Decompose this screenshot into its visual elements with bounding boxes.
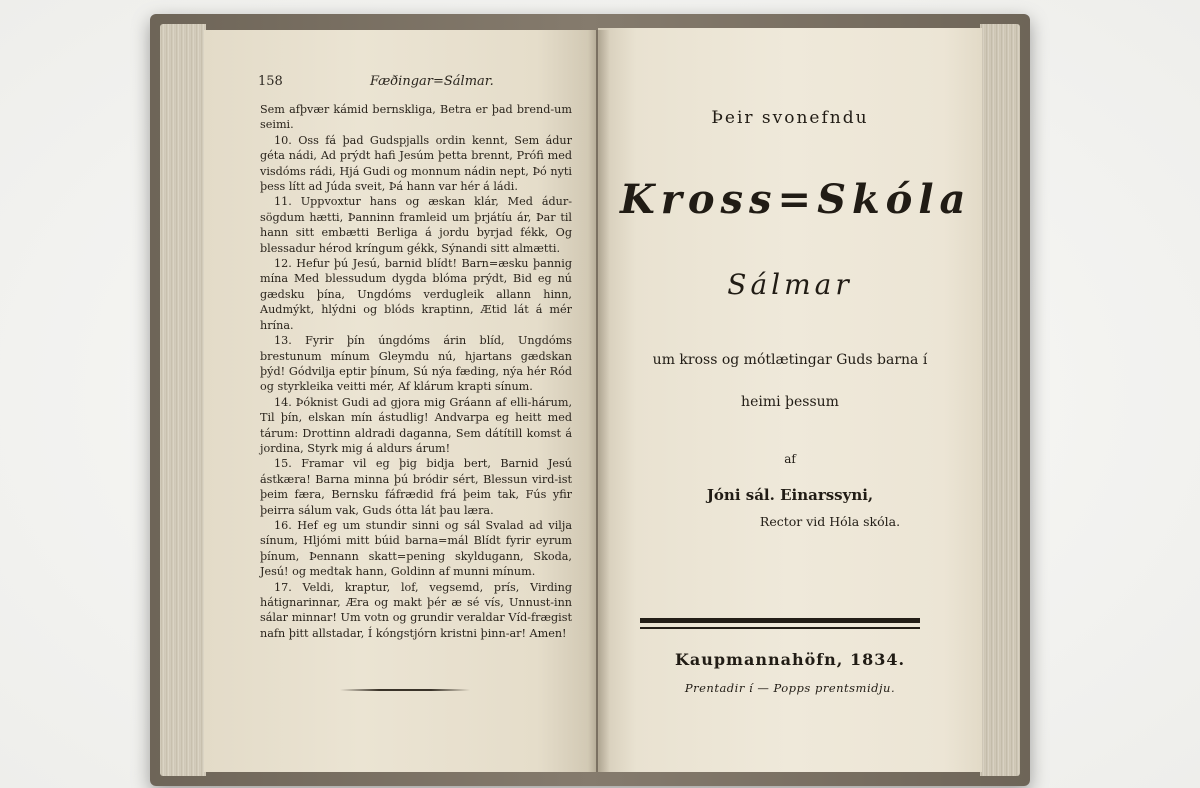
title-page-imprint: Kaupmannahöfn, 1834. bbox=[674, 650, 906, 669]
hymn-verse: 17. Veldi, kraptur, lof, vegsemd, prís, Virding hátignarinnar, Æra og makt þér æ sé vís, Unnust-inn sálar minnar! Um votn og grundir veraldar Víd-frægist nafn þitt allstadar, Í kóngstjórn kristni þinn-ar! Amen! bbox=[260, 580, 572, 640]
title-page-printer: Prentadir í — Popps prentsmidju. bbox=[684, 681, 896, 695]
title-page-author: Jóni sál. Einarssyni, bbox=[706, 486, 874, 504]
hymn-verse: 11. Uppvoxtur hans og æskan klár, Med ádur-sögdum hætti, Þanninn framleid um þrjátíu ár, Þar til hann sitt embætti Berliga á jordu byrjad fékk, Og blessadur hérod kríngum gékk, Sýnandi sitt almætti. bbox=[260, 195, 572, 255]
book-gutter bbox=[588, 30, 610, 772]
page-edges-right bbox=[980, 24, 1020, 776]
hymn-verse: 10. Oss fá þad Gudspjalls ordin kennt, Sem ádur géta nádi, Ad prýdt hafi Jesúm þetta brennt, Prófi med visdóms rádi, Hjá Gudi og monnum nádin nept, Þó nyti þess lítt ad Júda sveit, Þá hann var hér á ládi. bbox=[260, 133, 572, 194]
running-title: Fæðingar=Sálmar. bbox=[370, 74, 494, 89]
hymn-verse: Sem afþvær kámid bernskliga, Betra er þad brend-um seimi. bbox=[260, 103, 572, 132]
title-page-by: af bbox=[784, 452, 796, 466]
hymn-text-block bbox=[260, 102, 572, 641]
page-edges-left bbox=[160, 24, 206, 776]
title-page-rule-thick bbox=[640, 618, 920, 623]
page-number: 158 bbox=[258, 74, 283, 89]
hymn-verse: 15. Framar vil eg þig bidja bert, Barnid Jesú ástkæra! Barna minna þú bródir sért, Blessun vird-ist þeim færa, Bernsku fáfrædid frá þeim tak, Fús yfir þeirra sálum vak, Guds ótta lát þau læra. bbox=[260, 457, 572, 517]
end-rule bbox=[340, 689, 470, 691]
hymn-verse: 16. Hef eg um stundir sinni og sál Svalad ad vilja sínum, Hljómi mitt búid barna=mál Blídt fyrir eyrum þínum, Þennann skatt=pening skyldugann, Skoda, Jesú! og medtak hann, Goldinn af munni mínum. bbox=[260, 518, 572, 579]
title-page-intro: Þeir svonefndu bbox=[711, 108, 869, 128]
title-page-author-role: Rector vid Hóla skóla. bbox=[759, 514, 901, 529]
hymn-verse: 13. Fyrir þín úngdóms árin blíd, Ungdóms brestunum mínum Gleymdu nú, hjartans gædskan þýd! Gódvilja eptir þínum, Sú nýa fæding, nýa hér Ród og styrkleika veitti mér, Af klárum krapti sínum. bbox=[260, 334, 572, 394]
running-head bbox=[258, 74, 578, 94]
title-page-title: Kross=Skóla bbox=[620, 176, 972, 223]
title-page-subtitle: Sálmar bbox=[727, 268, 853, 301]
title-page-description-line1: um kross og mótlætingar Guds barna í bbox=[652, 352, 928, 368]
title-page-rule-thin bbox=[640, 627, 920, 629]
hymn-verse: 14. Þóknist Gudi ad gjora mig Gráann af elli-hárum, Til þín, elskan mín ástudlig! Andvarpa eg heitt med tárum: Drottinn aldradi daganna, Sem dátítill komst á jordina, Styrk mig á aldurs árum! bbox=[260, 395, 572, 455]
hymn-verse: 12. Hefur þú Jesú, barnid blídt! Barn=æsku þannig mína Med blessudum dygda blóma prýdt, Bid eg nú gædsku þína, Ungdóms verdugleik allann hinn, Audmýkt, hlýdni og blóds kraptinn, Ætid lát á mér hrína. bbox=[260, 257, 572, 332]
title-page-description-line2: heimi þessum bbox=[741, 394, 839, 410]
